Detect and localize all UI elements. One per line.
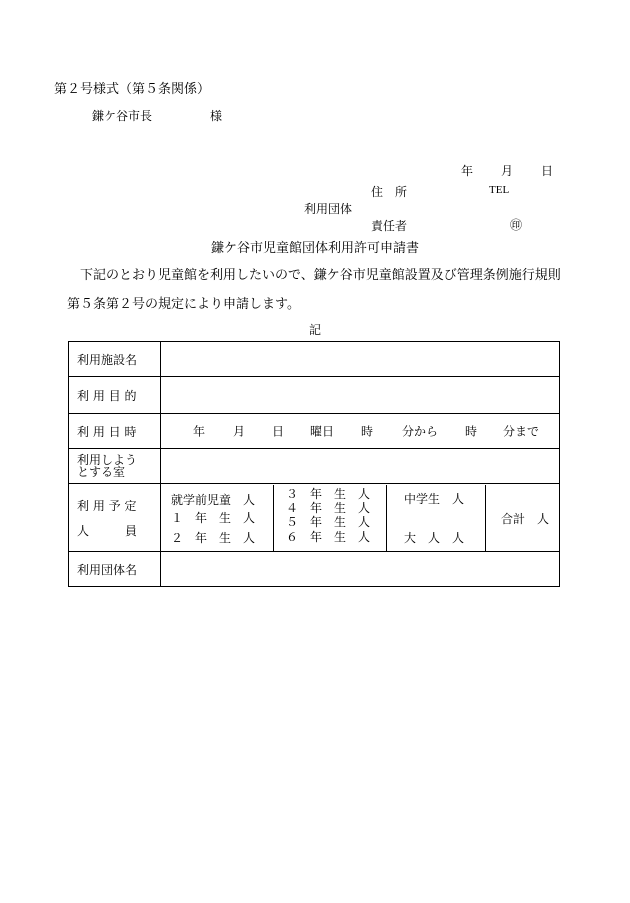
body-line-2: 第５条第２号の規定により申請します。: [67, 297, 300, 312]
people-label-line-2: 人 員: [77, 523, 138, 538]
purpose-label: 利 用 目 的: [69, 377, 161, 414]
people-grade-4: ４ 年 生 人: [286, 500, 371, 515]
people-inner-table: [161, 485, 559, 551]
tel-label: TEL: [489, 184, 510, 196]
people-grade-5: ５ 年 生 人: [286, 514, 371, 529]
people-grade-6: ６ 年 生 人: [286, 529, 371, 544]
group-name-field[interactable]: [161, 552, 560, 587]
people-label-line-1: 利 用 予 定: [77, 498, 137, 513]
ki-label: 記: [309, 323, 322, 337]
room-label-line-2: とする室: [77, 465, 126, 479]
people-cell: [161, 484, 560, 552]
addressee: 鎌ケ谷市長: [92, 109, 153, 123]
table-row-purpose: [69, 377, 560, 414]
table-row-room: [69, 449, 560, 484]
dt-from: 分から: [402, 424, 439, 439]
people-grade-2: ２ 年 生 人: [171, 530, 256, 545]
people-col-1[interactable]: [161, 485, 274, 551]
people-col-3[interactable]: [387, 485, 486, 551]
form-number: 第２号様式（第５条関係）: [54, 82, 211, 97]
table-row-datetime: [69, 414, 560, 449]
datetime-field[interactable]: [161, 414, 560, 449]
datetime-label: 利 用 日 時: [69, 414, 161, 449]
people-junior-high: 中学生 人: [404, 491, 465, 506]
dt-day: 日: [272, 424, 285, 439]
room-label-line-1: 利用しよう: [77, 453, 138, 467]
table-row-group-name: [69, 552, 560, 587]
people-total: 合計 人: [501, 511, 550, 526]
dt-month: 月: [233, 424, 246, 439]
document-title: 鎌ケ谷市児童館団体利用許可申請書: [211, 241, 420, 256]
date-day: 日: [541, 164, 554, 178]
dt-until: 分まで: [503, 424, 540, 439]
date-year: 年: [461, 164, 474, 178]
people-grade-3: ３ 年 生 人: [286, 486, 371, 501]
seal-mark: ㊞: [510, 218, 523, 232]
facility-field[interactable]: [161, 342, 560, 377]
dt-hour-from: 時: [361, 424, 374, 439]
honorific: 様: [210, 109, 223, 123]
group-label: 利用団体: [304, 202, 353, 216]
table-row-facility: [69, 342, 560, 377]
date-month: 月: [501, 164, 514, 178]
people-grade-1: １ 年 生 人: [171, 510, 256, 525]
people-label: [69, 484, 161, 552]
people-col-2[interactable]: [274, 485, 387, 551]
group-name-label: 利用団体名: [69, 552, 161, 587]
dt-year: 年: [193, 424, 206, 439]
facility-label: 利用施設名: [69, 342, 161, 377]
people-total-cell[interactable]: [486, 485, 560, 551]
table-row-people: [69, 484, 560, 552]
room-label: [69, 449, 161, 484]
dt-weekday: 曜日: [310, 424, 335, 439]
responsible-label: 責任者: [371, 219, 408, 233]
room-field[interactable]: [161, 449, 560, 484]
people-preschool: 就学前児童 人: [171, 492, 256, 507]
application-table: [68, 341, 560, 587]
address-label: 住 所: [371, 185, 408, 199]
people-adult: 大 人 人: [404, 530, 465, 545]
dt-hour-to: 時: [465, 424, 478, 439]
purpose-field[interactable]: [161, 377, 560, 414]
body-line-1: 下記のとおり児童館を利用したいので、鎌ケ谷市児童館設置及び管理条例施行規則: [80, 268, 561, 283]
